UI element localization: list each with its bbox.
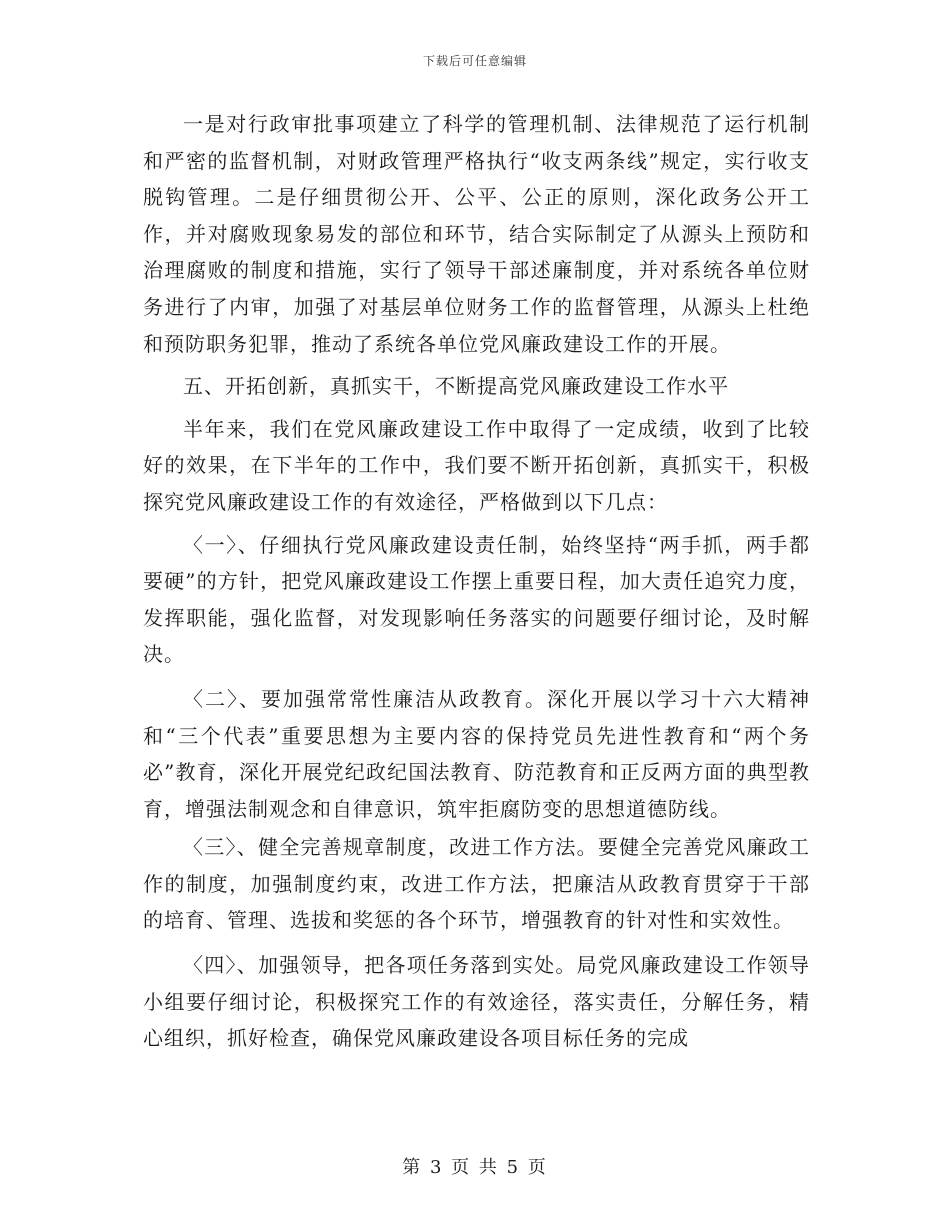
paragraph-2: 半年来，我们在党风廉政建设工作中取得了一定成绩，收到了比较好的效果，在下半年的工作中，我们要不断开拓创新，真抓实干，积极探究党风廉政建设工作的有效途径，严格做到以下几点： [143,416,810,514]
page-header: 下载后可任意编辑 [422,54,527,68]
section-heading-5: 五、开拓创新，真抓实干，不断提高党风廉政建设工作水平 [183,374,729,399]
paragraph-item-2: 〈二〉、要加强常常性廉洁从政教育。深化开展以学习十六大精神和“三个代表”重要思想为主要内容的保持党员先进性教育和“两个务必”教育，深化开展党纪政纪国法教育、防范教育和正反两方面的典型教育，增强法制观念和自律意识，筑牢拒腐防变的思想道德防线。 [143,686,810,821]
paragraph-item-1: 〈一〉、仔细执行党风廉政建设责任制，始终坚持“两手抓，两手都要硬”的方针，把党风廉政建设工作摆上重要日程，加大责任追究力度，发挥职能，强化监督，对发现影响任务落实的问题要仔细讨论，及时解决。 [143,532,810,667]
paragraph-item-4: 〈四〉、加强领导，把各项任务落到实处。局党风廉政建设工作领导小组要仔细讨论，积极探究工作的有效途径，落实责任，分解任务，精心组织，抓好检查，确保党风廉政建设各项目标任务的完成 [143,953,810,1051]
document-body [143,106,810,1057]
paragraph-item-3: 〈三〉、健全完善规章制度，改进工作方法。要健全完善党风廉政工作的制度，加强制度约束，改进工作方法，把廉洁从政教育贯穿于干部的培育、管理、选拔和奖惩的各个环节，增强教育的针对性和实效性。 [143,835,810,933]
paragraph-1: 一是对行政审批事项建立了科学的管理机制、法律规范了运行机制和严密的监督机制，对财政管理严格执行“收支两条线”规定，实行收支脱钩管理。二是仔细贯彻公开、公平、公正的原则，深化政务公开工作，并对腐败现象易发的部位和环节，结合实际制定了从源头上预防和治理腐败的制度和措施，实行了领导干部述廉制度，并对系统各单位财务进行了内审，加强了对基层单位财务工作的监督管理，从源头上杜绝和预防职务犯罪，推动了系统各单位党风廉政建设工作的开展。 [143,112,810,356]
page-number: 第 3 页 共 5 页 [402,1157,548,1178]
